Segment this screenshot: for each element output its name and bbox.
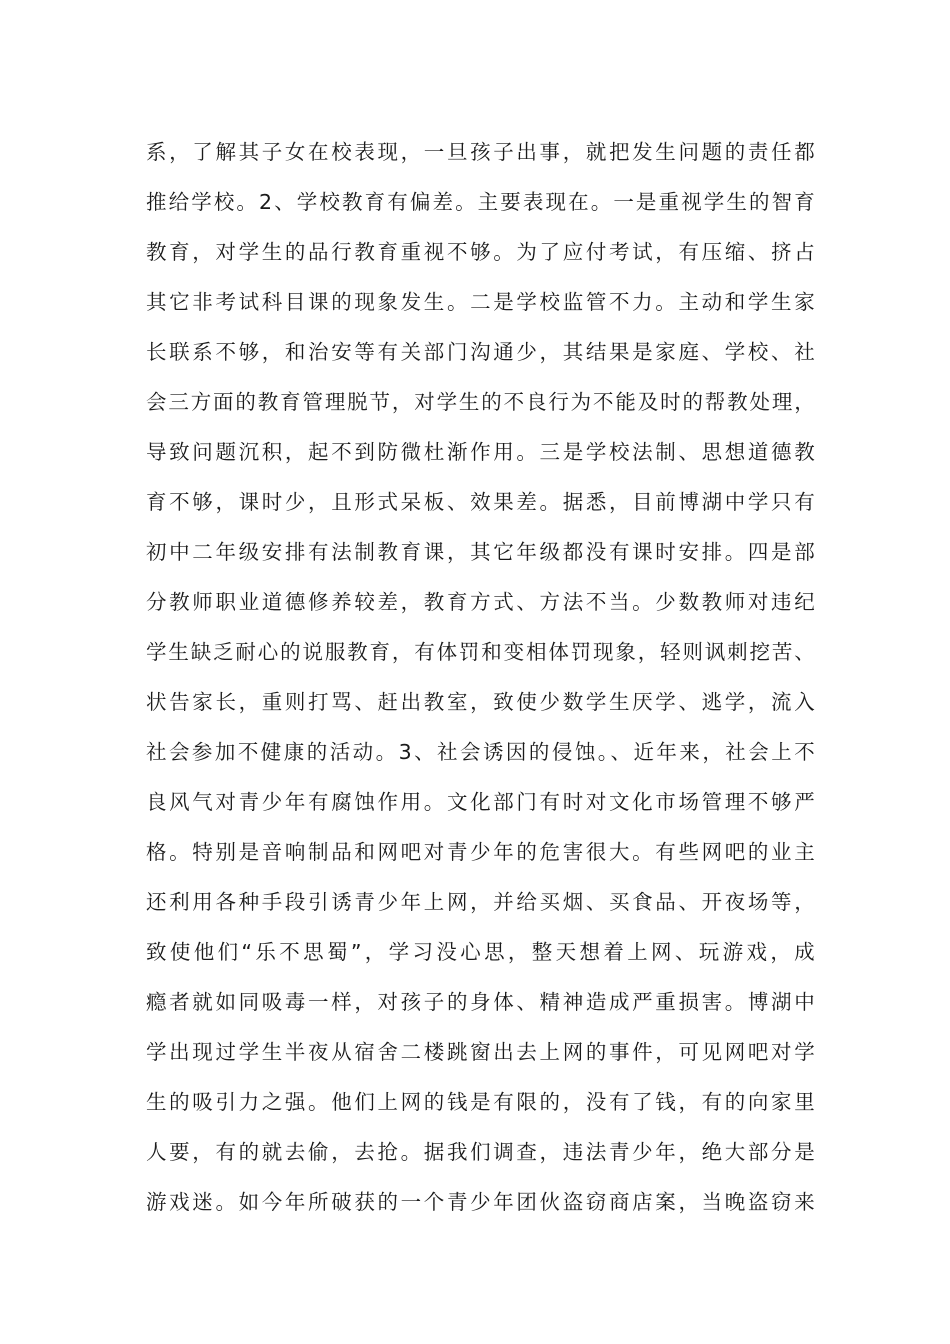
- text-line-2: 推给学校。2、学校教育有偏差。主要表现在。一是重视学生的智育: [146, 190, 816, 214]
- text-line-10: 分教师职业道德修养较差，教育方式、方法不当。少数教师对违纪: [146, 590, 816, 614]
- text-line-15: 格。特别是音响制品和网吧对青少年的危害很大。有些网吧的业主: [146, 840, 816, 864]
- text-line-18: 瘾者就如同吸毒一样，对孩子的身体、精神造成严重损害。博湖中: [146, 990, 816, 1014]
- text-line-5: 长联系不够，和治安等有关部门沟通少，其结果是家庭、学校、社: [146, 340, 816, 364]
- text-line-16: 还利用各种手段引诱青少年上网，并给买烟、买食品、开夜场等，: [146, 890, 816, 914]
- text-line-7: 导致问题沉积，起不到防微杜渐作用。三是学校法制、思想道德教: [146, 440, 816, 464]
- text-line-14: 良风气对青少年有腐蚀作用。文化部门有时对文化市场管理不够严: [146, 790, 816, 814]
- text-line-6: 会三方面的教育管理脱节，对学生的不良行为不能及时的帮教处理，: [146, 390, 816, 414]
- text-line-12: 状告家长，重则打骂、赶出教室，致使少数学生厌学、逃学，流入: [146, 690, 816, 714]
- text-line-9: 初中二年级安排有法制教育课，其它年级都没有课时安排。四是部: [146, 540, 816, 564]
- text-line-20: 生的吸引力之强。他们上网的钱是有限的，没有了钱，有的向家里: [146, 1090, 816, 1114]
- text-line-8: 育不够，课时少，且形式呆板、效果差。据悉，目前博湖中学只有: [146, 490, 816, 514]
- text-line-21: 人要，有的就去偷，去抢。据我们调查，违法青少年，绝大部分是: [146, 1140, 816, 1164]
- text-line-19: 学出现过学生半夜从宿舍二楼跳窗出去上网的事件，可见网吧对学: [146, 1040, 816, 1064]
- text-line-1: 系，了解其子女在校表现，一旦孩子出事，就把发生问题的责任都: [146, 140, 816, 164]
- text-line-17: 致使他们“乐不思蜀”，学习没心思，整天想着上网、玩游戏，成: [146, 940, 816, 964]
- text-line-3: 教育，对学生的品行教育重视不够。为了应付考试，有压缩、挤占: [146, 240, 816, 264]
- text-line-4: 其它非考试科目课的现象发生。二是学校监管不力。主动和学生家: [146, 290, 816, 314]
- body-text: [146, 130, 816, 1230]
- text-line-11: 学生缺乏耐心的说服教育，有体罚和变相体罚现象，轻则讽刺挖苦、: [146, 640, 816, 664]
- text-line-13: 社会参加不健康的活动。3、社会诱因的侵蚀。、近年来，社会上不: [146, 740, 816, 764]
- text-line-22: 游戏迷。如今年所破获的一个青少年团伙盗窃商店案，当晚盗窃来: [146, 1190, 816, 1214]
